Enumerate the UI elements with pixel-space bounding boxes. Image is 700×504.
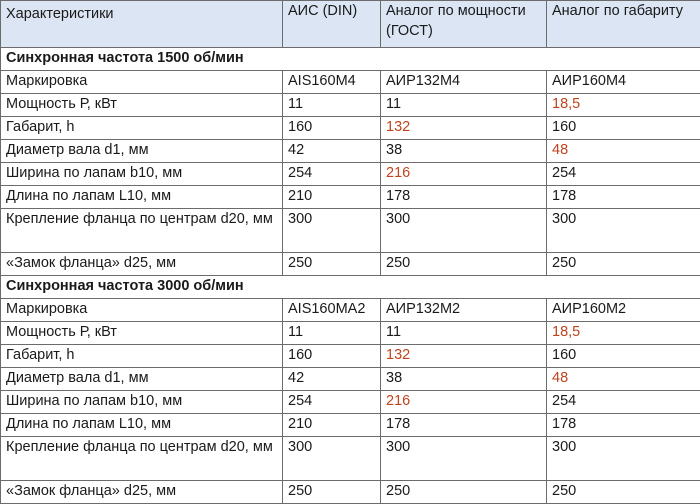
ais-value: 210	[283, 186, 381, 209]
row-label: Диаметр вала d1, мм	[1, 140, 283, 163]
ais-value: AIS160MA2	[283, 299, 381, 322]
row-label: Ширина по лапам b10, мм	[1, 163, 283, 186]
table-row	[1, 140, 700, 163]
row-label: «Замок фланца» d25, мм	[1, 481, 283, 504]
power-analog-value: 216	[381, 163, 547, 186]
row-label: Крепление фланца по центрам d20, мм	[1, 209, 283, 253]
table-row	[1, 481, 700, 504]
size-analog-value: 18,5	[547, 94, 700, 117]
table-row	[1, 94, 700, 117]
table-row	[1, 71, 700, 94]
table-row	[1, 117, 700, 140]
header-size-analog: Аналог по габариту	[547, 1, 700, 48]
power-analog-value: 11	[381, 322, 547, 345]
ais-value: 300	[283, 209, 381, 253]
power-analog-value: 250	[381, 481, 547, 504]
table-row	[1, 368, 700, 391]
header-ais: АИС (DIN)	[283, 1, 381, 48]
section-title: Синхронная частота 1500 об/мин	[1, 48, 700, 71]
size-analog-value: 48	[547, 368, 700, 391]
table-row	[1, 253, 700, 276]
header-row	[1, 1, 700, 48]
ais-value: 250	[283, 481, 381, 504]
table-row	[1, 209, 700, 253]
table-row	[1, 299, 700, 322]
size-analog-value: 178	[547, 186, 700, 209]
section-title: Синхронная частота 3000 об/мин	[1, 276, 700, 299]
row-label: Длина по лапам L10, мм	[1, 414, 283, 437]
ais-value: 42	[283, 368, 381, 391]
row-label: Крепление фланца по центрам d20, мм	[1, 437, 283, 481]
row-label: Маркировка	[1, 71, 283, 94]
ais-value: 254	[283, 391, 381, 414]
size-analog-value: АИР160М2	[547, 299, 700, 322]
power-analog-value: 38	[381, 140, 547, 163]
header-power-analog: Аналог по мощности (ГОСТ)	[381, 1, 547, 48]
table-row	[1, 414, 700, 437]
power-analog-value: 250	[381, 253, 547, 276]
size-analog-value: 300	[547, 437, 700, 481]
table-row	[1, 391, 700, 414]
size-analog-value: 254	[547, 163, 700, 186]
power-analog-value: 132	[381, 117, 547, 140]
size-analog-value: АИР160М4	[547, 71, 700, 94]
power-analog-value: АИР132М2	[381, 299, 547, 322]
ais-value: 254	[283, 163, 381, 186]
size-analog-value: 18,5	[547, 322, 700, 345]
table-row	[1, 437, 700, 481]
ais-value: 250	[283, 253, 381, 276]
size-analog-value: 250	[547, 253, 700, 276]
row-label: Мощность Р, кВт	[1, 94, 283, 117]
section-row	[1, 276, 700, 299]
table-row	[1, 322, 700, 345]
header-characteristics: Характеристики	[1, 1, 283, 48]
size-analog-value: 254	[547, 391, 700, 414]
row-label: Габарит, h	[1, 345, 283, 368]
ais-value: 160	[283, 345, 381, 368]
row-label: Мощность Р, кВт	[1, 322, 283, 345]
ais-value: 11	[283, 94, 381, 117]
table-row	[1, 163, 700, 186]
ais-value: 42	[283, 140, 381, 163]
power-analog-value: 38	[381, 368, 547, 391]
row-label: Маркировка	[1, 299, 283, 322]
power-analog-value: АИР132М4	[381, 71, 547, 94]
ais-value: 300	[283, 437, 381, 481]
size-analog-value: 178	[547, 414, 700, 437]
power-analog-value: 300	[381, 437, 547, 481]
power-analog-value: 132	[381, 345, 547, 368]
power-analog-value: 300	[381, 209, 547, 253]
size-analog-value: 160	[547, 117, 700, 140]
row-label: Габарит, h	[1, 117, 283, 140]
ais-value: 11	[283, 322, 381, 345]
table-row	[1, 345, 700, 368]
size-analog-value: 250	[547, 481, 700, 504]
size-analog-value: 300	[547, 209, 700, 253]
row-label: Ширина по лапам b10, мм	[1, 391, 283, 414]
section-row	[1, 48, 700, 71]
ais-value: AIS160M4	[283, 71, 381, 94]
ais-value: 160	[283, 117, 381, 140]
power-analog-value: 178	[381, 414, 547, 437]
power-analog-value: 178	[381, 186, 547, 209]
row-label: Длина по лапам L10, мм	[1, 186, 283, 209]
row-label: Диаметр вала d1, мм	[1, 368, 283, 391]
size-analog-value: 48	[547, 140, 700, 163]
power-analog-value: 216	[381, 391, 547, 414]
row-label: «Замок фланца» d25, мм	[1, 253, 283, 276]
size-analog-value: 160	[547, 345, 700, 368]
power-analog-value: 11	[381, 94, 547, 117]
table-row	[1, 186, 700, 209]
ais-value: 210	[283, 414, 381, 437]
